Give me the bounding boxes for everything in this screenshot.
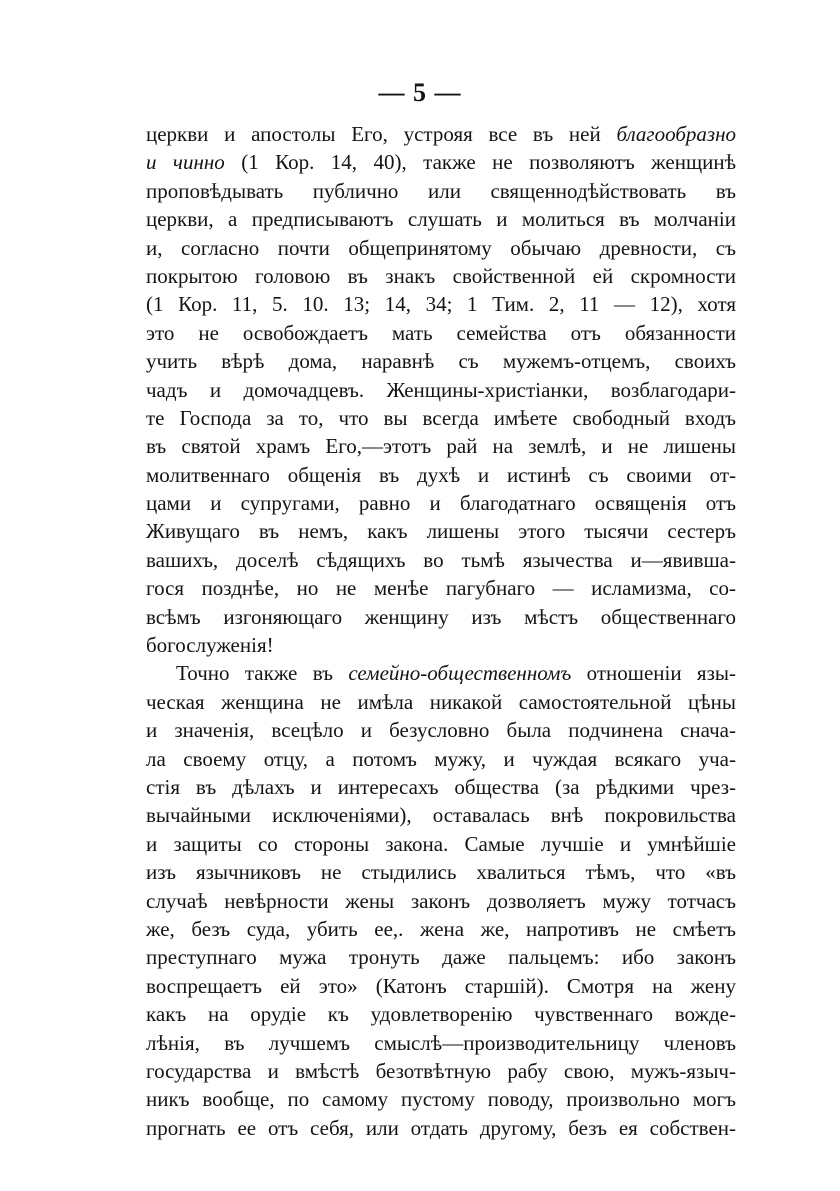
page-number: — 5 — (378, 78, 462, 107)
text-line (146, 120, 736, 148)
text-run: и защиты со стороны закона. Самые лучшіе и умнѣйшіе (146, 831, 736, 856)
text-line (146, 1029, 736, 1057)
text-line (146, 461, 736, 489)
text-run: вычайными исключеніями), оставалась внѣ покровильства (146, 803, 736, 828)
text-line (146, 631, 736, 659)
text-line (146, 887, 736, 915)
text-line (146, 659, 736, 687)
text-line (146, 972, 736, 1000)
text-run: преступнаго мужа тронуть даже пальцемъ: ибо законъ (146, 945, 736, 970)
text-line (146, 574, 736, 602)
text-line (146, 234, 736, 262)
text-line (146, 773, 736, 801)
text-run: ла своему отцу, а потомъ мужу, и чуждая всякаго уча- (146, 746, 736, 771)
text-run: покрытою головою въ знакъ свойственной ей скромности (146, 263, 736, 288)
text-run: богослуженія! (146, 633, 274, 658)
text-run: въ святой храмъ Его,—этотъ рай на землѣ, и не лишены (146, 434, 736, 459)
text-run: учить вѣрѣ дома, наравнѣ съ мужемъ-отцемъ, своихъ (146, 349, 736, 374)
text-line (146, 376, 736, 404)
text-run: отношеніи язы- (571, 661, 736, 686)
text-line (146, 1057, 736, 1085)
italic-text: и чинно (146, 150, 225, 175)
text-line (146, 943, 736, 971)
text-line (146, 1000, 736, 1028)
body-text (146, 120, 736, 1142)
text-run: (1 Кор. 14, 40), также не позволяютъ женщинѣ (224, 150, 736, 175)
text-run: изъ язычниковъ не стыдились хвалиться тѣмъ, что «въ (146, 860, 736, 885)
text-run: стія въ дѣлахъ и интересахъ общества (за рѣдкими чрез- (146, 774, 736, 799)
text-run: прогнать ее отъ себя, или отдать другому, безъ ея собствен- (146, 1115, 736, 1140)
text-line (146, 1085, 736, 1113)
text-line (146, 716, 736, 744)
text-run: всѣмъ изгоняющаго женщину изъ мѣстъ общественнаго (146, 604, 736, 629)
text-run: государства и вмѣстѣ безотвѣтную рабу свою, мужъ-языч- (146, 1058, 736, 1083)
text-line (146, 148, 736, 176)
text-line (146, 489, 736, 517)
text-run: Точно также въ (176, 661, 349, 686)
text-run: чадъ и домочадцевъ. Женщины-христіанки, возблагодари- (146, 377, 736, 402)
text-run: молитвеннаго общенія въ духѣ и истинѣ съ своими от- (146, 462, 736, 487)
text-run: цами и супругами, равно и благодатнаго освященія отъ (146, 491, 736, 516)
text-line (146, 801, 736, 829)
italic-text: благообразно (616, 122, 736, 146)
text-run: те Господа за то, что вы всегда имѣете свободный входъ (146, 405, 736, 430)
text-run: Живущаго въ немъ, какъ лишены этого тысячи сестеръ (146, 519, 736, 544)
text-run: вашихъ, доселѣ сѣдящихъ во тьмѣ язычества и—явивша- (146, 547, 736, 572)
text-run: проповѣдывать публично или священнодѣйствовать въ (146, 178, 736, 203)
text-run: церкви и апостолы Его, устрояя все въ ней (146, 122, 617, 146)
text-run: и значенія, всецѣло и безусловно была подчинена снача- (146, 718, 736, 743)
text-line (146, 858, 736, 886)
text-run: лѣнія, въ лучшемъ смыслѣ—производительницу членовъ (146, 1030, 736, 1055)
text-line (146, 290, 736, 318)
text-line (146, 745, 736, 773)
text-line (146, 347, 736, 375)
text-line (146, 830, 736, 858)
text-line (146, 1114, 736, 1142)
text-run: ческая женщина не имѣла никакой самостоятельной цѣны (146, 689, 736, 714)
text-run: воспрещаетъ ей это» (Катонъ старшій). Смотря на жену (146, 973, 736, 998)
text-line (146, 205, 736, 233)
text-line (146, 688, 736, 716)
text-run: случаѣ невѣрности жены законъ дозволяетъ мужу тотчасъ (146, 888, 736, 913)
text-line (146, 432, 736, 460)
text-run: какъ на орудіе къ удовлетворенію чувственнаго вожде- (146, 1002, 736, 1027)
text-run: (1 Кор. 11, 5. 10. 13; 14, 34; 1 Тим. 2, 11 — 12), хотя (146, 292, 736, 317)
text-line (146, 546, 736, 574)
text-run: же, безъ суда, убить ее,. жена же, напротивъ не смѣетъ (146, 916, 736, 941)
text-run: гося позднѣе, но не менѣе пагубнаго — исламизма, со- (146, 576, 736, 601)
text-run: и, согласно почти общепринятому обычаю древности, съ (146, 235, 736, 260)
text-run: это не освобождаетъ мать семейства отъ обязанности (146, 320, 736, 345)
text-line (146, 319, 736, 347)
text-line (146, 603, 736, 631)
text-line (146, 177, 736, 205)
text-line (146, 517, 736, 545)
text-line (146, 404, 736, 432)
text-line (146, 915, 736, 943)
italic-text: семейно-общественномъ (348, 661, 572, 686)
text-line (146, 262, 736, 290)
text-run: никъ вообще, по самому пустому поводу, произвольно могъ (146, 1087, 736, 1112)
text-run: церкви, а предписываютъ слушать и молиться въ молчаніи (146, 207, 736, 232)
